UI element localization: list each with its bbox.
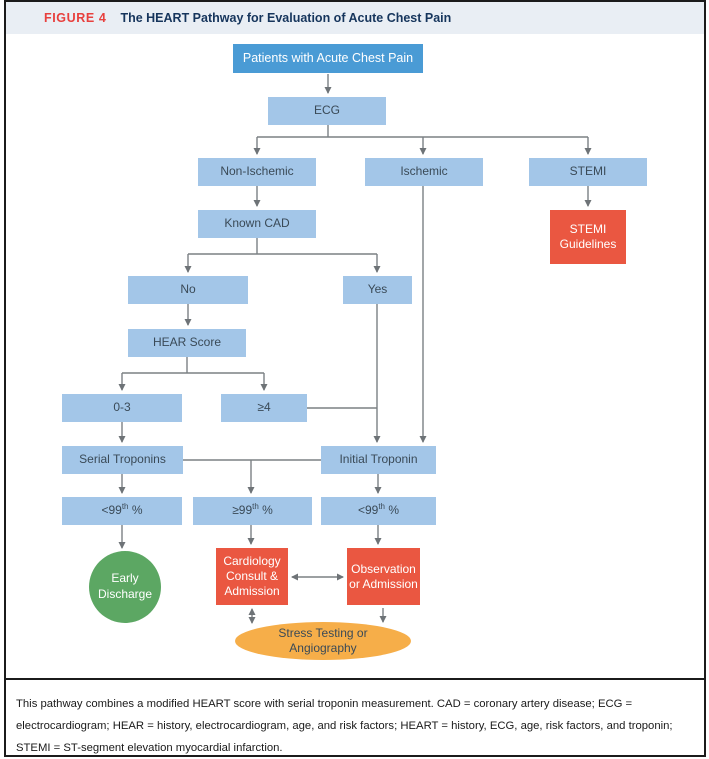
node-hear-score: HEAR Score [128,329,246,357]
node-stress-testing-angiography [235,622,411,660]
node-patients-acute-chest-pain: Patients with Acute Chest Pain [233,44,423,73]
node-stemi: STEMI [529,158,647,186]
node-ischemic: Ischemic [365,158,483,186]
node-score-ge4: ≥4 [221,394,307,422]
figure-title: The HEART Pathway for Evaluation of Acute Chest Pain [120,11,452,25]
node-ge99th [193,497,312,525]
node-ecg: ECG [268,97,386,125]
node-lt99th-initial [321,497,436,525]
node-initial-troponin: Initial Troponin [321,446,436,474]
figure-caption: This pathway combines a modified HEART score with serial troponin measurement. CAD = coronary artery disease; ECG = electrocardiogram; HEAR = history, electrocardiogram, age, and risk factors; HEART = history, ECG, age, risk factors, and troponin; STEMI = ST-segment elevation myocardial infarction. [6,680,704,755]
node-non-ischemic: Non-Ischemic [198,158,316,186]
node-observation-or-admission: Observation or Admission [347,548,420,605]
figure-label: FIGURE 4 [44,11,107,25]
ge99th-label: ≥99th % [232,502,273,518]
node-score-0-3: 0-3 [62,394,182,422]
node-known-cad: Known CAD [198,210,316,238]
lt99th-initial-label: <99th % [357,502,400,518]
node-stemi-guidelines: STEMI Guidelines [550,210,626,264]
node-no: No [128,276,248,304]
node-serial-troponins: Serial Troponins [62,446,183,474]
node-yes: Yes [343,276,412,304]
node-lt99th-serial [62,497,182,525]
node-cardiology-consult-admission: Cardiology Consult & Admission [216,548,288,605]
lt99th-serial-label: <99th % [101,502,143,518]
stress-testing-label: Stress Testing or Angiography [278,626,368,655]
node-early-discharge: Early Discharge [89,551,161,623]
